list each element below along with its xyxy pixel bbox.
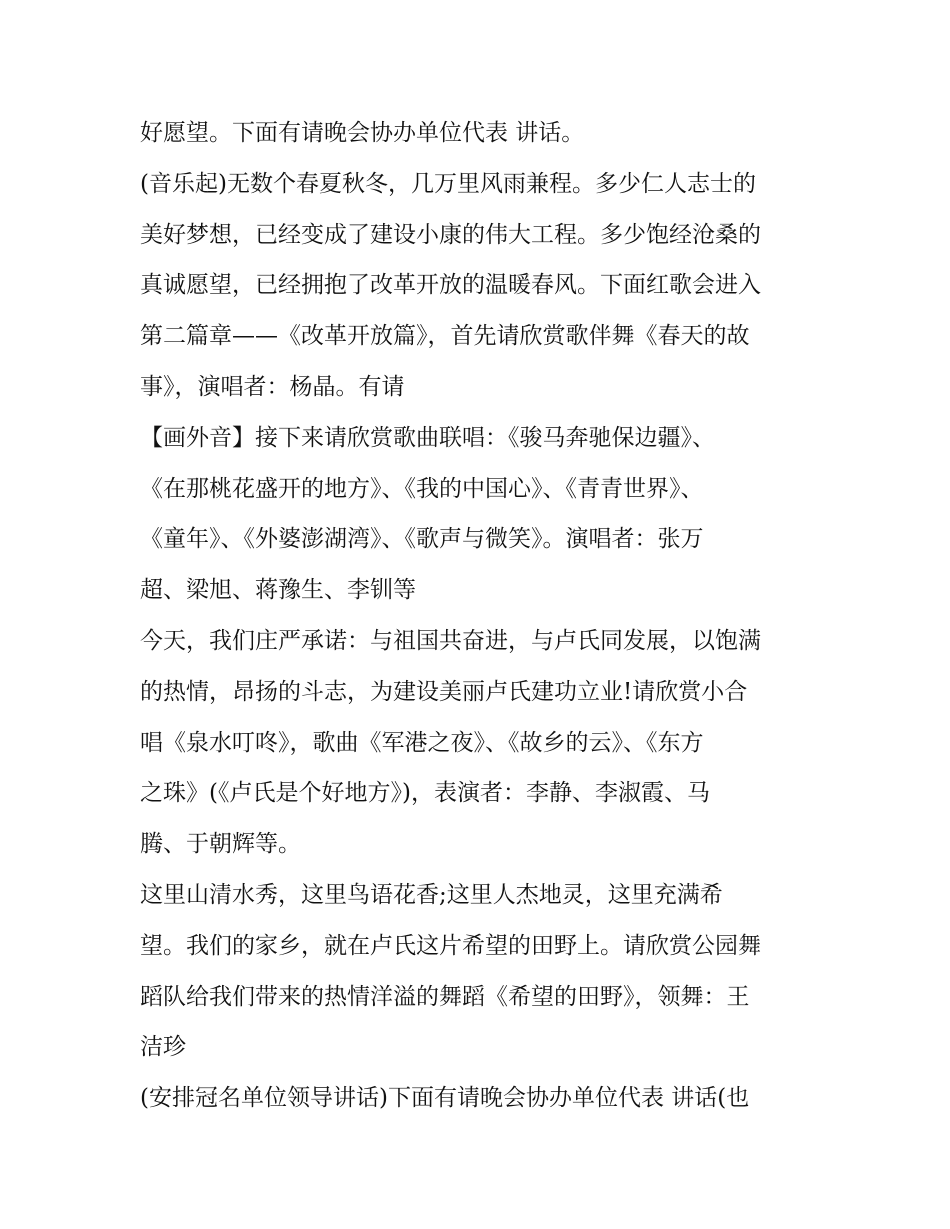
text-line: 好愿望。下面有请晚会协办单位代表 讲话。 — [140, 120, 585, 146]
text-line: 《童年》、《外婆澎湖湾》、《歌声与微笑》。演唱者：张万 — [140, 526, 704, 553]
text-line: 腾、于朝辉等。 — [140, 831, 301, 858]
text-line: 事》，演唱者：杨晶。有请 — [140, 373, 405, 400]
text-line: 之珠》(《卢氏是个好地方》)，表演者：李静、李淑霞、马 — [140, 780, 710, 807]
text-line: 的热情，昂扬的斗志，为建设美丽卢氏建功立业!请欣赏小合 — [140, 678, 748, 705]
text-line: (音乐起)无数个春夏秋冬，几万里风雨兼程。多少仁人志士的 — [140, 170, 756, 197]
text-line: 真诚愿望，已经拥抱了改革开放的温暖春风。下面红歌会进入 — [140, 272, 761, 299]
text-line: 今天，我们庄严承诺：与祖国共奋进，与卢氏同发展，以饱满 — [140, 627, 761, 654]
text-line: (安排冠名单位领导讲话)下面有请晚会协办单位代表 讲话(也 — [140, 1085, 750, 1112]
text-line: 《在那桃花盛开的地方》、《我的中国心》、《青青世界》、 — [140, 475, 704, 502]
text-line: 【画外音】接下来请欣赏歌曲联唱：《骏马奔驰保边疆》、 — [140, 424, 715, 451]
document-body — [140, 108, 820, 1124]
text-line: 洁珍 — [140, 1034, 186, 1061]
text-line: 唱《泉水叮咚》，歌曲《军港之夜》、《故乡的云》、《东方 — [140, 729, 704, 756]
text-line: 这里山清水秀，这里鸟语花香;这里人杰地灵，这里充满希 — [140, 881, 723, 908]
text-line: 第二篇章——《改革开放篇》，首先请欣赏歌伴舞《春天的故 — [140, 323, 750, 350]
text-line: 超、梁旭、蒋豫生、李钏等 — [140, 577, 416, 604]
text-line: 望。我们的家乡，就在卢氏这片希望的田野上。请欣赏公园舞 — [140, 932, 761, 959]
text-line: 美好梦想，已经变成了建设小康的伟大工程。多少饱经沧桑的 — [140, 221, 761, 248]
text-line: 蹈队给我们带来的热情洋溢的舞蹈《希望的田野》，领舞：王 — [140, 983, 750, 1010]
